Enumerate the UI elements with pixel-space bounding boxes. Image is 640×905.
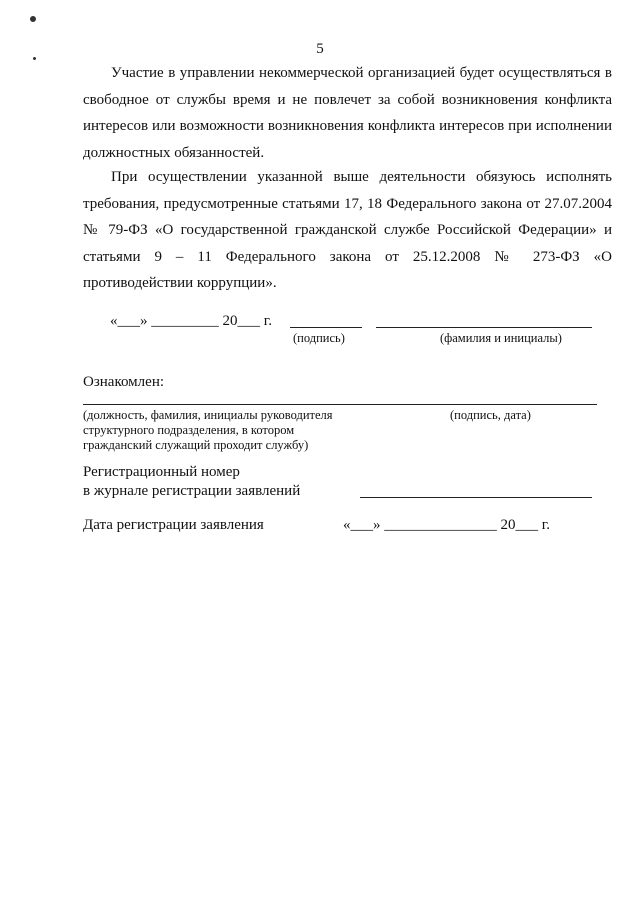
- name-caption: (фамилия и инициалы): [440, 331, 562, 345]
- paragraph-obligations: При осуществлении указанной выше деятельности обязуюсь исполнять требования, предусмотренные статьями 17, 18 Федерального закона от 27.07.2004 № 79-ФЗ «О государственной гражданской службе Российской Федерации» и статьями 9 – 11 Федерального закона от 25.12.2008 № 273-ФЗ «О противодействии коррупции».: [83, 169, 612, 292]
- registration-number-label-2: в журнале регистрации заявлений: [83, 483, 301, 499]
- name-line: [376, 327, 592, 328]
- signature-date-caption: (подпись, дата): [450, 408, 531, 422]
- acknowledgement-line: [83, 404, 597, 405]
- signature-date-line: «___» _________ 20___ г.: [110, 313, 272, 329]
- supervisor-caption-3: гражданский служащий проходит службу): [83, 438, 309, 452]
- paragraph-participation: Участие в управлении некоммерческой организацией будет осуществляться в свободное от службы время и не повлечет за собой возникновения конфликта интересов или возможности возникновения конфликта интересов при исполнении должностных обязанностей.: [83, 65, 612, 161]
- registration-number-label-1: Регистрационный номер: [83, 464, 240, 480]
- registration-date-label: Дата регистрации заявления: [83, 517, 264, 533]
- supervisor-caption-2: структурного подразделения, в котором: [83, 423, 295, 437]
- signature-line: [290, 327, 362, 328]
- acknowledged-label: Ознакомлен:: [83, 374, 165, 390]
- page-number: 5: [316, 41, 324, 57]
- registration-number-line: [360, 497, 592, 498]
- supervisor-caption-1: (должность, фамилия, инициалы руководителя: [83, 408, 333, 422]
- signature-caption: (подпись): [293, 331, 345, 345]
- registration-date-value: «___» _______________ 20___ г.: [343, 517, 550, 533]
- scan-mark: [30, 16, 36, 22]
